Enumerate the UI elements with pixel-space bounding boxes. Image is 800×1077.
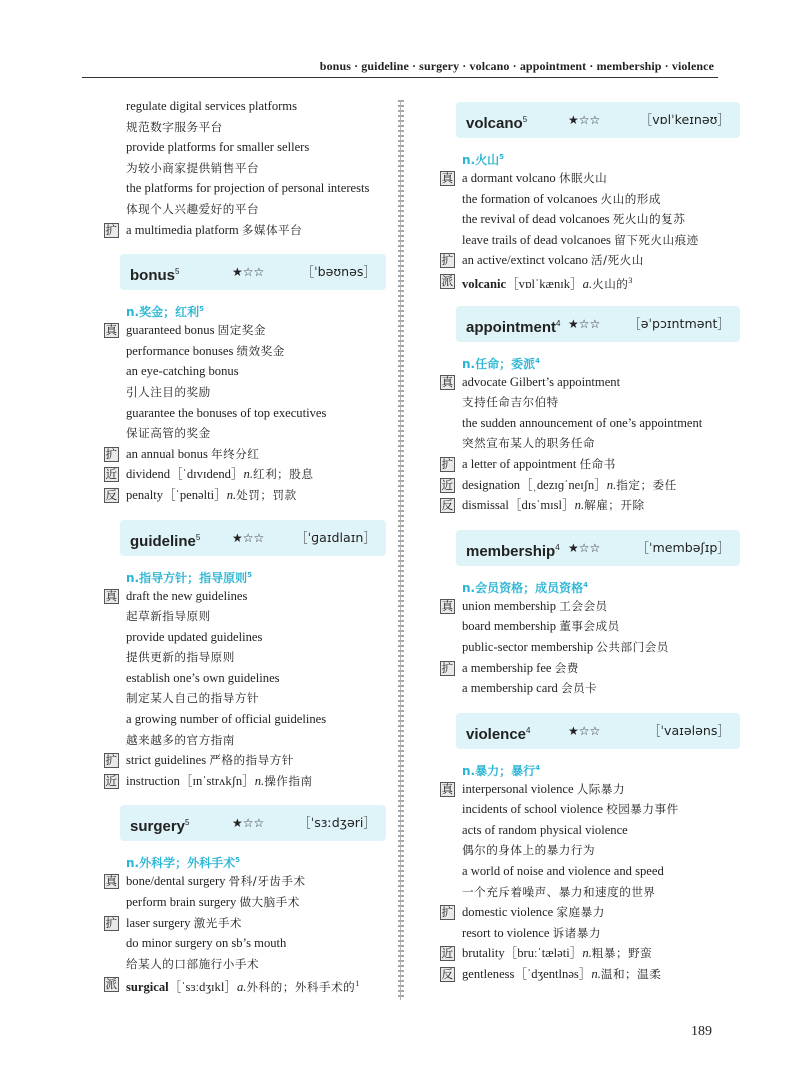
category-tag: 扩: [441, 456, 454, 471]
entry-header-membership: [456, 530, 740, 566]
entry-line: [104, 750, 386, 771]
phrase: a letter of appointment: [462, 456, 580, 471]
translation: 绩效奖金: [236, 343, 285, 358]
phrase: designation［ˌdezɪɡˈneɪʃn］: [462, 477, 607, 492]
translation: 固定奖金: [217, 323, 267, 338]
translation: 为较小商家提供销售平台: [126, 160, 260, 175]
phrase: union membership: [462, 598, 560, 613]
translation: 年终分红: [211, 446, 260, 461]
header-title: bonus · guideline · surgery · volcano · appointment · membership · violence: [319, 59, 714, 73]
category-tag: 派: [105, 977, 118, 992]
entry-line: [104, 320, 386, 341]
entry-line: [104, 137, 386, 158]
phrase: ［ˈsɜːdʒɪkl］: [168, 980, 237, 995]
category-tag: 扩: [105, 753, 118, 768]
phrase: laser surgery: [126, 915, 194, 930]
phrase: gentleness［ˈdʒentlnəs］: [462, 967, 592, 982]
category-tag: 反: [441, 967, 454, 982]
category-tag: 扩: [105, 915, 118, 930]
frequency-mark: 4: [556, 318, 561, 328]
translation: 董事会成员: [559, 619, 620, 634]
translation: 激光手术: [193, 915, 243, 930]
frequency-mark: 4: [535, 356, 540, 365]
translation: 温和；温柔: [600, 967, 662, 982]
category-tag: 扩: [441, 253, 454, 268]
phrase: n.: [606, 477, 617, 492]
phrase: the platforms for projection of personal interests: [126, 181, 370, 196]
entry-header-surgery: [120, 805, 386, 841]
translation: 提供更新的指导原则: [126, 650, 235, 665]
frequency-mark: 1: [355, 979, 360, 989]
entry-line: [104, 403, 386, 424]
translation: 留下死火山痕迹: [614, 232, 699, 247]
translation: 操作指南: [264, 773, 313, 788]
translation: 规范数字服务平台: [126, 119, 223, 134]
phrase: the sudden announcement of one’s appointment: [462, 415, 703, 430]
phrase: guarantee the bonuses of top executives: [126, 405, 327, 420]
entry-line: [104, 423, 386, 444]
phrase: n.: [254, 773, 265, 788]
phrase: an annual bonus: [126, 446, 211, 461]
entry-line: [440, 209, 740, 230]
phrase: n.: [582, 946, 592, 961]
entry-header-volcano: [456, 102, 740, 138]
phrase: surgical: [126, 980, 169, 995]
frequency-mark: 5: [499, 153, 504, 161]
entry-line: [440, 495, 740, 516]
category-tag: 反: [105, 487, 118, 502]
entry-line: [440, 779, 740, 800]
phrase: regulate digital services platforms: [126, 99, 298, 113]
phrase: advocate Gilbert’s appointment: [462, 374, 621, 389]
translation: 会费: [554, 660, 579, 675]
entry-line: [104, 117, 386, 138]
translation: 解雇；开除: [584, 498, 645, 513]
entry-header-violence: [456, 713, 740, 749]
phrase: a membership fee: [462, 660, 555, 675]
entry-line: [104, 730, 386, 751]
entry-line: [440, 168, 740, 189]
category-tag: 扩: [441, 905, 454, 920]
phrase: domestic violence: [462, 905, 557, 920]
category-tag: 扩: [105, 446, 118, 461]
phrase: an active/extinct volcano: [462, 253, 592, 268]
frequency-mark: 3: [628, 275, 633, 285]
phrase: performance bonuses: [126, 343, 237, 358]
translation: 做大脑手术: [239, 895, 300, 910]
entry-line: [104, 341, 386, 362]
entry-line: [104, 974, 386, 995]
page-number: 189: [691, 1024, 712, 1039]
phrase: a dormant volcano: [462, 171, 559, 185]
phrase: acts of random physical violence: [462, 822, 628, 837]
entry-line: [440, 475, 740, 496]
category-tag: 派: [441, 273, 454, 288]
phrase: do minor surgery on sb’s mouth: [126, 936, 287, 951]
entry-line: [440, 596, 740, 617]
entry-line: [440, 658, 740, 679]
entry-line: [440, 271, 740, 292]
phrase: a.: [236, 980, 247, 995]
entry-header-bonus: [120, 254, 386, 290]
left-column: [104, 96, 386, 995]
translation: 火山的形成: [600, 191, 661, 206]
phonetic: ［ˈsɜːdʒəri］: [298, 815, 376, 831]
entry-line: [104, 178, 386, 199]
entry-line: [104, 158, 386, 179]
translation: 起草新指导原则: [126, 609, 211, 624]
entry-line: [440, 372, 740, 393]
phrase: draft the new guidelines: [126, 588, 248, 603]
phrase: establish one’s own guidelines: [126, 670, 280, 685]
phrase: a world of noise and violence and speed: [462, 864, 664, 879]
phrase: volcanic: [462, 277, 507, 292]
entry-line: [104, 199, 386, 220]
part-of-speech: n.奖金；红利$^5$: [126, 305, 204, 320]
entry-line: [104, 871, 386, 892]
headword: volcano$^5$: [466, 115, 528, 132]
headword: guideline$^5$: [130, 532, 201, 550]
translation: 偶尔的身体上的暴力行为: [462, 843, 596, 858]
entry-line: [104, 709, 386, 730]
phonetic: ［ˈvaɪələns］: [647, 722, 730, 738]
entry-line: [440, 616, 740, 637]
translation: 多媒体平台: [241, 222, 303, 237]
entry-line: [104, 892, 386, 913]
phrase: n.: [243, 467, 253, 482]
entry-line: [104, 382, 386, 403]
translation: 外科的；外科手术的: [246, 980, 356, 995]
entry-line: [104, 361, 386, 382]
category-tag: 真: [441, 781, 454, 796]
translation: 火山的: [592, 277, 629, 292]
phonetic: ［əˈpɔɪntmənt］: [628, 315, 730, 331]
entry-line: [440, 923, 740, 944]
headword: surgery$^5$: [130, 818, 190, 836]
translation: 公共部门会员: [596, 639, 669, 654]
headword: bonus$^5$: [130, 267, 180, 285]
translation: 制定某人自己的指导方针: [126, 691, 260, 706]
entry-line: [104, 933, 386, 954]
entry-line: [104, 913, 386, 934]
translation: 诉诸暴力: [552, 925, 601, 940]
frequency-mark: 5: [522, 115, 528, 124]
phrase: resort to violence: [462, 925, 553, 940]
frequency-mark: 5: [175, 267, 180, 277]
phrase: board membership: [462, 619, 560, 634]
translation: 工会会员: [559, 598, 608, 613]
category-tag: 真: [105, 874, 118, 889]
star-rating: ★☆☆: [232, 530, 265, 545]
translation: 处罚；罚款: [236, 487, 297, 502]
translation: 保证高管的奖金: [126, 426, 211, 441]
translation: 任命书: [579, 456, 616, 471]
entry-line: [104, 771, 386, 792]
frequency-mark: 5: [185, 818, 190, 828]
entry-line: [440, 943, 740, 964]
phonetic: ［vɒlˈkeɪnəʊ］: [639, 112, 730, 127]
headword: membership$^4$: [466, 542, 560, 560]
part-of-speech: n.外科学；外科手术$^5$: [126, 856, 240, 871]
translation: 体现个人兴趣爱好的平台: [126, 201, 260, 216]
frequency-mark: 5: [195, 532, 201, 542]
translation: 活/死火山: [591, 253, 644, 268]
entry-line: [440, 433, 740, 454]
phonetic: ［ˈbəʊnəs］: [301, 264, 376, 280]
translation: 严格的指导方针: [209, 753, 294, 768]
translation: 一个充斥着噪声、暴力和速度的世界: [462, 884, 656, 899]
entry-line: [104, 96, 386, 117]
category-tag: 扩: [105, 222, 118, 237]
entry-line: [440, 413, 740, 434]
star-rating: ★☆☆: [568, 113, 601, 127]
phrase: dismissal［dɪsˈmɪsl］: [462, 498, 575, 513]
translation: 死火山的复苏: [612, 212, 686, 227]
phrase: interpersonal violence: [462, 781, 577, 796]
translation: 指定；委任: [616, 477, 677, 492]
entry-line: [440, 637, 740, 658]
entry-line: [104, 464, 386, 485]
headword: violence$^4$: [466, 725, 531, 743]
frequency-mark: 4: [535, 763, 540, 772]
phonetic: ［ˈɡaɪdlaɪn］: [295, 529, 376, 545]
headword: appointment$^4$: [466, 318, 561, 336]
part-of-speech: n.任命；委派$^4$: [462, 356, 540, 371]
frequency-mark: 5: [199, 305, 204, 314]
category-tag: 真: [105, 588, 118, 603]
translation: 越来越多的官方指南: [126, 732, 235, 747]
phrase: an eye-catching bonus: [126, 364, 239, 379]
phrase: public-sector membership: [462, 639, 597, 654]
entry-line: [440, 454, 740, 475]
part-of-speech: n.指导方针；指导原则$^5$: [126, 570, 252, 585]
entry-line: [440, 392, 740, 413]
category-tag: 真: [441, 374, 454, 389]
part-of-speech: n.火山$^5$: [462, 153, 504, 167]
phrase: n.: [591, 967, 601, 982]
category-tag: 近: [105, 467, 118, 482]
phrase: provide updated guidelines: [126, 629, 263, 644]
entry-line: [104, 444, 386, 465]
entry-line: [104, 606, 386, 627]
translation: 红利；股息: [252, 467, 314, 482]
category-tag: 近: [441, 477, 454, 492]
phrase: ［vɒlˈkænɪk］: [506, 277, 583, 292]
translation: 家庭暴力: [556, 905, 605, 920]
entry-line: [440, 882, 740, 903]
star-rating: ★☆☆: [232, 816, 265, 831]
phrase: brutality［bruːˈtæləti］: [462, 946, 583, 961]
entry-line: [440, 230, 740, 251]
frequency-mark: 4: [555, 542, 560, 552]
entry-line: [440, 189, 740, 210]
category-tag: 扩: [441, 660, 454, 675]
frequency-mark: 5: [235, 856, 240, 865]
translation: 休眠火山: [558, 171, 608, 185]
phrase: instruction［ɪnˈstrʌkʃn］: [126, 773, 255, 788]
frequency-mark: 4: [583, 580, 588, 589]
phrase: provide platforms for smaller sellers: [126, 140, 310, 155]
phrase: n.: [226, 487, 237, 502]
part-of-speech: n.会员资格；成员资格$^4$: [462, 580, 588, 595]
translation: 支持任命吉尔伯特: [462, 395, 559, 410]
translation: 突然宣布某人的职务任命: [462, 436, 596, 451]
entry-line: [440, 840, 740, 861]
part-of-speech: n.暴力；暴行$^4$: [462, 763, 540, 778]
entry-line: [440, 964, 740, 985]
star-rating: ★☆☆: [232, 265, 265, 280]
category-tag: 真: [105, 323, 118, 338]
header-rule: [82, 77, 718, 78]
entry-line: [104, 954, 386, 975]
entry-line: [104, 485, 386, 506]
translation: 骨科/牙齿手术: [228, 874, 306, 889]
category-tag: 近: [105, 773, 118, 788]
phrase: a.: [582, 277, 593, 292]
category-tag: 反: [441, 498, 454, 513]
translation: 会员卡: [560, 681, 598, 696]
star-rating: ★☆☆: [568, 316, 601, 331]
page-header: [0, 0, 800, 78]
phrase: n.: [574, 498, 585, 513]
translation: 人际暴力: [576, 781, 626, 796]
phrase: leave trails of dead volcanoes: [462, 232, 615, 247]
phrase: incidents of school violence: [462, 802, 607, 817]
star-rating: ★☆☆: [568, 540, 601, 555]
phrase: the revival of dead volcanoes: [462, 212, 613, 227]
phrase: penalty［ˈpenəlti］: [126, 487, 227, 502]
entry-line: [440, 799, 740, 820]
translation: 引人注目的奖励: [126, 384, 211, 399]
phonetic: ［ˈmembəʃɪp］: [636, 539, 730, 555]
entry-line: [440, 902, 740, 923]
entry-line: [104, 688, 386, 709]
phrase: perform brain surgery: [126, 895, 240, 910]
translation: 校园暴力事件: [606, 802, 679, 817]
phrase: a membership card: [462, 681, 561, 696]
entry-line: [104, 647, 386, 668]
entry-line: [104, 668, 386, 689]
entry-header-appointment: [456, 306, 740, 342]
phrase: bone/dental surgery: [126, 874, 229, 889]
entry-line: [104, 586, 386, 607]
category-tag: 真: [441, 598, 454, 613]
entry-line: [440, 250, 740, 271]
category-tag: 近: [441, 946, 454, 961]
entry-line: [440, 678, 740, 699]
translation: 给某人的口部施行小手术: [126, 956, 260, 971]
phrase: the formation of volcanoes: [462, 191, 601, 206]
frequency-mark: 4: [526, 725, 531, 735]
phrase: a multimedia platform: [126, 222, 242, 237]
entry-line: [104, 220, 386, 241]
category-tag: 真: [441, 171, 454, 185]
entry-header-guideline: [120, 520, 386, 556]
star-rating: ★☆☆: [568, 723, 601, 738]
frequency-mark: 5: [247, 570, 252, 579]
entry-line: [104, 627, 386, 648]
phrase: dividend［ˈdɪvɪdend］: [126, 467, 244, 482]
entry-line: [440, 861, 740, 882]
phrase: strict guidelines: [126, 753, 210, 768]
right-column: [440, 96, 740, 985]
column-divider: [398, 100, 404, 1000]
translation: 粗暴；野蛮: [591, 946, 653, 961]
entry-line: [440, 820, 740, 841]
phrase: a growing number of official guidelines: [126, 712, 327, 727]
phrase: guaranteed bonus: [126, 323, 218, 338]
